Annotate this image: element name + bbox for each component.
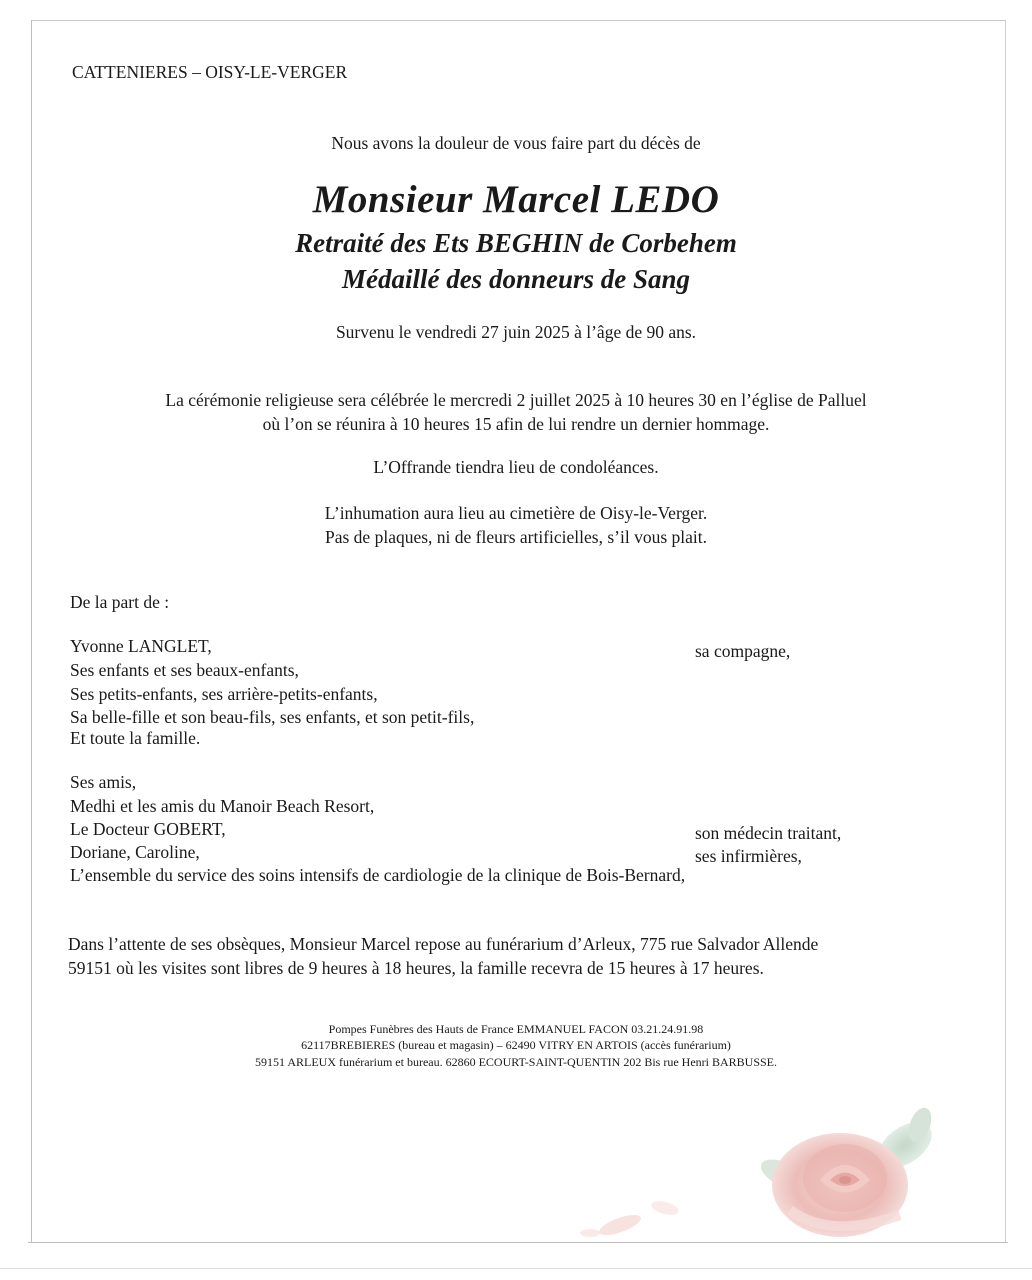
- scan-edge: [0, 1268, 1032, 1269]
- family-line: Ses enfants et ses beaux-enfants,: [70, 660, 299, 680]
- footer-line-3: 59151 ARLEUX funérarium et bureau. 62860 ECOURT-SAINT-QUENTIN 202 Bis rue Henri BARBUSSE.: [254, 1055, 777, 1069]
- nurses-role: ses infirmières,: [695, 846, 802, 866]
- offrande-text: L’Offrande tiendra lieu de condoléances.: [373, 457, 659, 477]
- location-header: CATTENIERES – OISY-LE-VERGER: [72, 62, 348, 82]
- family-line: Ses petits-enfants, ses arrière-petits-enfants,: [70, 684, 378, 704]
- ceremony-line-1: La cérémonie religieuse sera célébrée le mercredi 2 juillet 2025 à 10 heures 30 en l’église de Palluel: [165, 390, 867, 410]
- rose-icon: [560, 1100, 960, 1245]
- from-label: De la part de :: [70, 592, 170, 612]
- doctor-role: son médecin traitant,: [695, 823, 842, 843]
- visitation-line-1: Dans l’attente de ses obsèques, Monsieur Marcel repose au funérarium d’Arleux, 775 rue Salvador Allende: [68, 934, 819, 954]
- friends-line: L’ensemble du service des soins intensifs de cardiologie de la clinique de Bois-Bernard,: [70, 865, 686, 885]
- friends-line: Doriane, Caroline,: [70, 842, 200, 862]
- deceased-title-1: Retraité des Ets BEGHIN de Corbehem: [295, 228, 737, 258]
- family-line: Sa belle-fille et son beau-fils, ses enfants, et son petit-fils,: [70, 707, 475, 727]
- burial-line-2: Pas de plaques, ni de fleurs artificielles, s’il vous plait.: [325, 527, 707, 547]
- friends-line: Le Docteur GOBERT,: [70, 819, 226, 839]
- deceased-name: Monsieur Marcel LEDO: [312, 178, 720, 221]
- death-notice: Survenu le vendredi 27 juin 2025 à l’âge de 90 ans.: [335, 322, 697, 342]
- family-line: Yvonne LANGLET,: [70, 636, 212, 656]
- ceremony-line-2: où l’on se réunira à 10 heures 15 afin de lui rendre un dernier hommage.: [262, 414, 770, 434]
- deceased-title-2: Médaillé des donneurs de Sang: [341, 264, 691, 294]
- companion-label: sa compagne,: [695, 641, 791, 661]
- footer-line-2: 62117BREBIERES (bureau et magasin) – 62490 VITRY EN ARTOIS (accès funérarium): [301, 1038, 731, 1052]
- intro-text: Nous avons la douleur de vous faire part du décès de: [331, 133, 701, 153]
- footer-line-1: Pompes Funèbres des Hauts de France EMMANUEL FACON 03.21.24.91.98: [328, 1022, 704, 1036]
- friends-line: Medhi et les amis du Manoir Beach Resort,: [70, 796, 375, 816]
- friends-line: Ses amis,: [70, 772, 137, 792]
- visitation-line-2: 59151 où les visites sont libres de 9 heures à 18 heures, la famille recevra de 15 heures à 17 heures.: [68, 958, 764, 978]
- burial-line-1: L’inhumation aura lieu au cimetière de Oisy-le-Verger.: [324, 503, 708, 523]
- family-line: Et toute la famille.: [70, 728, 201, 748]
